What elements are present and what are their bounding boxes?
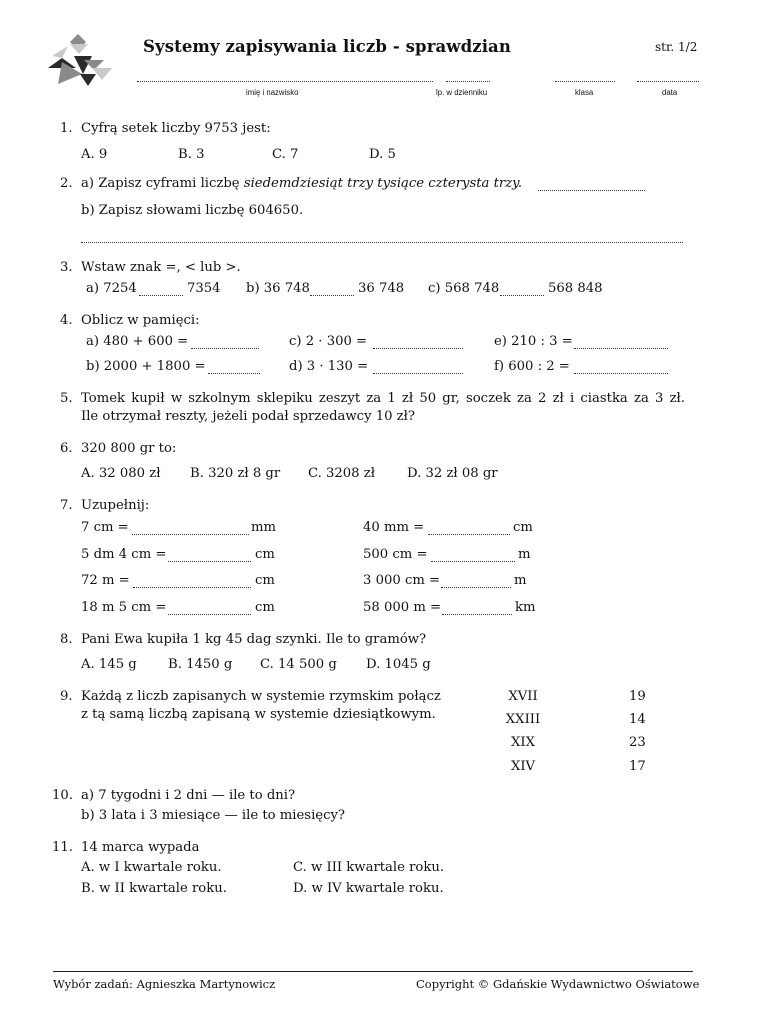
task-3b-right: 36 748 bbox=[358, 281, 405, 296]
task-1-question: Cyfrą setek liczby 9753 jest: bbox=[81, 121, 271, 136]
task-3-question: Wstaw znak =, < lub >. bbox=[81, 260, 241, 275]
task-5-question-line1: Tomek kupił w szkolnym sklepiku zeszyt za 1 zł 50 gr, soczek za 2 zł i ciastka za 3 zł. bbox=[81, 391, 685, 406]
task-7-right-3-answer-field[interactable] bbox=[441, 576, 511, 592]
task-10a-question: a) 7 tygodni i 2 dni — ile to dni? bbox=[81, 788, 296, 803]
task-4d-answer-field[interactable] bbox=[373, 362, 463, 378]
task-3b-answer-field[interactable] bbox=[310, 284, 354, 300]
task-4b: b) 2000 + 1800 = bbox=[86, 359, 206, 374]
task-4a-answer-field[interactable] bbox=[191, 337, 259, 353]
task-3b-left: b) 36 748 bbox=[246, 281, 310, 296]
task-4-question: Oblicz w pamięci: bbox=[81, 313, 200, 328]
task-3a-answer-field[interactable] bbox=[139, 284, 183, 300]
task-number: 4. bbox=[60, 313, 73, 328]
task-9-question-line2: z tą samą liczbą zapisaną w systemie dziesiątkowym. bbox=[81, 707, 436, 722]
task-11-option-a[interactable]: A. w I kwartale roku. bbox=[81, 860, 222, 875]
page-number: str. 1/2 bbox=[655, 40, 698, 54]
task-number: 1. bbox=[60, 121, 73, 136]
task-6-option-b[interactable]: B. 320 zł 8 gr bbox=[190, 466, 281, 481]
task-number: 5. bbox=[60, 391, 73, 406]
task-7-left-2-answer-field[interactable] bbox=[168, 550, 251, 566]
task-2a-prefix: a) Zapisz cyframi liczbę bbox=[81, 176, 240, 191]
task-7-right-1: 40 mm = bbox=[363, 520, 425, 535]
task-7-right-2-answer-field[interactable] bbox=[431, 550, 515, 566]
task-11-option-b[interactable]: B. w II kwartale roku. bbox=[81, 881, 227, 896]
task-7-right-2-unit: m bbox=[518, 547, 531, 562]
task-1-option-d[interactable]: D. 5 bbox=[369, 147, 396, 162]
task-4e-answer-field[interactable] bbox=[574, 337, 668, 353]
task-7-left-3-unit: cm bbox=[255, 573, 275, 588]
task-1-option-a[interactable]: A. 9 bbox=[81, 147, 108, 162]
task-9-question-line1: Każdą z liczb zapisanych w systemie rzymskim połącz bbox=[81, 689, 441, 704]
task-3c-left: c) 568 748 bbox=[428, 281, 500, 296]
task-2a-question bbox=[81, 176, 522, 191]
footer-copyright: Copyright © Gdańskie Wydawnictwo Oświatowe bbox=[416, 977, 700, 991]
task-number: 2. bbox=[60, 176, 73, 191]
task-number: 6. bbox=[60, 441, 73, 456]
number-field-label: lp. w dzienniku bbox=[436, 88, 488, 97]
task-7-right-3-unit: m bbox=[514, 573, 527, 588]
task-7-left-3-answer-field[interactable] bbox=[133, 576, 251, 592]
task-5-question-line2: Ile otrzymał reszty, jeżeli podał sprzedawcy 10 zł? bbox=[81, 409, 415, 424]
task-4b-answer-field[interactable] bbox=[208, 362, 260, 378]
task-4f-answer-field[interactable] bbox=[574, 362, 668, 378]
task-1-option-c[interactable]: C. 7 bbox=[272, 147, 299, 162]
task-7-right-4-unit: km bbox=[515, 600, 536, 615]
task-8-option-a[interactable]: A. 145 g bbox=[81, 657, 137, 672]
decimal-number[interactable]: 14 bbox=[629, 712, 646, 727]
task-7-question: Uzupełnij: bbox=[81, 498, 150, 513]
task-11-option-c[interactable]: C. w III kwartale roku. bbox=[293, 860, 445, 875]
task-7-left-1-unit: mm bbox=[251, 520, 277, 535]
task-number: 11. bbox=[52, 840, 73, 855]
footer-divider bbox=[53, 971, 693, 972]
task-4c-answer-field[interactable] bbox=[373, 337, 463, 353]
name-field-label: imię i nazwisko bbox=[246, 88, 299, 97]
task-10b-question: b) 3 lata i 3 miesiące — ile to miesięcy? bbox=[81, 808, 346, 823]
task-8-option-c[interactable]: C. 14 500 g bbox=[260, 657, 337, 672]
task-7-left-4-answer-field[interactable] bbox=[168, 603, 251, 619]
task-7-left-4-unit: cm bbox=[255, 600, 275, 615]
task-7-left-1: 7 cm = bbox=[81, 520, 129, 535]
task-2b-answer-field[interactable] bbox=[81, 231, 683, 247]
task-6-option-c[interactable]: C. 3208 zł bbox=[308, 466, 375, 481]
task-7-left-2: 5 dm 4 cm = bbox=[81, 547, 167, 562]
task-8-option-b[interactable]: B. 1450 g bbox=[168, 657, 233, 672]
task-7-left-2-unit: cm bbox=[255, 547, 275, 562]
task-2b-question: b) Zapisz słowami liczbę 604650. bbox=[81, 203, 304, 218]
decimal-number[interactable]: 17 bbox=[629, 759, 646, 774]
task-6-question: 320 800 gr to: bbox=[81, 441, 177, 456]
task-4d: d) 3 · 130 = bbox=[289, 359, 369, 374]
task-6-option-a[interactable]: A. 32 080 zł bbox=[81, 466, 161, 481]
task-number: 9. bbox=[60, 689, 73, 704]
decimal-number[interactable]: 19 bbox=[629, 689, 646, 704]
task-4a: a) 480 + 600 = bbox=[86, 334, 189, 349]
publisher-logo bbox=[48, 34, 114, 88]
task-number: 10. bbox=[52, 788, 73, 803]
class-field[interactable] bbox=[555, 70, 615, 86]
task-7-left-4: 18 m 5 cm = bbox=[81, 600, 167, 615]
roman-numeral[interactable]: XVII bbox=[508, 689, 538, 704]
task-7-right-1-answer-field[interactable] bbox=[428, 523, 510, 539]
date-field[interactable] bbox=[637, 70, 699, 86]
roman-numeral[interactable]: XIX bbox=[511, 735, 535, 750]
task-7-right-4: 58 000 m = bbox=[363, 600, 442, 615]
task-11-question: 14 marca wypada bbox=[81, 840, 200, 855]
task-2a-answer-field[interactable] bbox=[538, 179, 645, 195]
footer-author: Wybór zadań: Agnieszka Martynowicz bbox=[53, 977, 276, 991]
task-8-question: Pani Ewa kupiła 1 kg 45 dag szynki. Ile to gramów? bbox=[81, 632, 427, 647]
task-3c-answer-field[interactable] bbox=[500, 284, 544, 300]
task-4c: c) 2 · 300 = bbox=[289, 334, 368, 349]
task-number: 7. bbox=[60, 498, 73, 513]
task-3c-right: 568 848 bbox=[548, 281, 603, 296]
task-6-option-d[interactable]: D. 32 zł 08 gr bbox=[407, 466, 498, 481]
name-field[interactable] bbox=[137, 70, 433, 86]
task-7-left-3: 72 m = bbox=[81, 573, 130, 588]
task-3a-left: a) 7254 bbox=[86, 281, 137, 296]
task-8-option-d[interactable]: D. 1045 g bbox=[366, 657, 431, 672]
decimal-number[interactable]: 23 bbox=[629, 735, 646, 750]
task-7-right-3: 3 000 cm = bbox=[363, 573, 441, 588]
number-field[interactable] bbox=[446, 70, 490, 86]
date-field-label: data bbox=[662, 88, 678, 97]
roman-numeral[interactable]: XXIII bbox=[505, 712, 541, 727]
task-11-option-d[interactable]: D. w IV kwartale roku. bbox=[293, 881, 444, 896]
task-4f: f) 600 : 2 = bbox=[494, 359, 570, 374]
class-field-label: klasa bbox=[575, 88, 594, 97]
task-7-right-1-unit: cm bbox=[513, 520, 533, 535]
task-3a-right: 7354 bbox=[187, 281, 221, 296]
page-title: Systemy zapisywania liczb - sprawdzian bbox=[143, 37, 511, 56]
task-number: 3. bbox=[60, 260, 73, 275]
task-7-right-4-answer-field[interactable] bbox=[442, 603, 512, 619]
task-number: 8. bbox=[60, 632, 73, 647]
task-7-left-1-answer-field[interactable] bbox=[132, 523, 249, 539]
roman-numeral[interactable]: XIV bbox=[510, 759, 536, 774]
task-7-right-2: 500 cm = bbox=[363, 547, 428, 562]
task-1-option-b[interactable]: B. 3 bbox=[178, 147, 205, 162]
task-2a-number-words: siedemdziesiąt trzy tysiące czterysta trzy. bbox=[243, 176, 523, 191]
task-4e: e) 210 : 3 = bbox=[494, 334, 573, 349]
